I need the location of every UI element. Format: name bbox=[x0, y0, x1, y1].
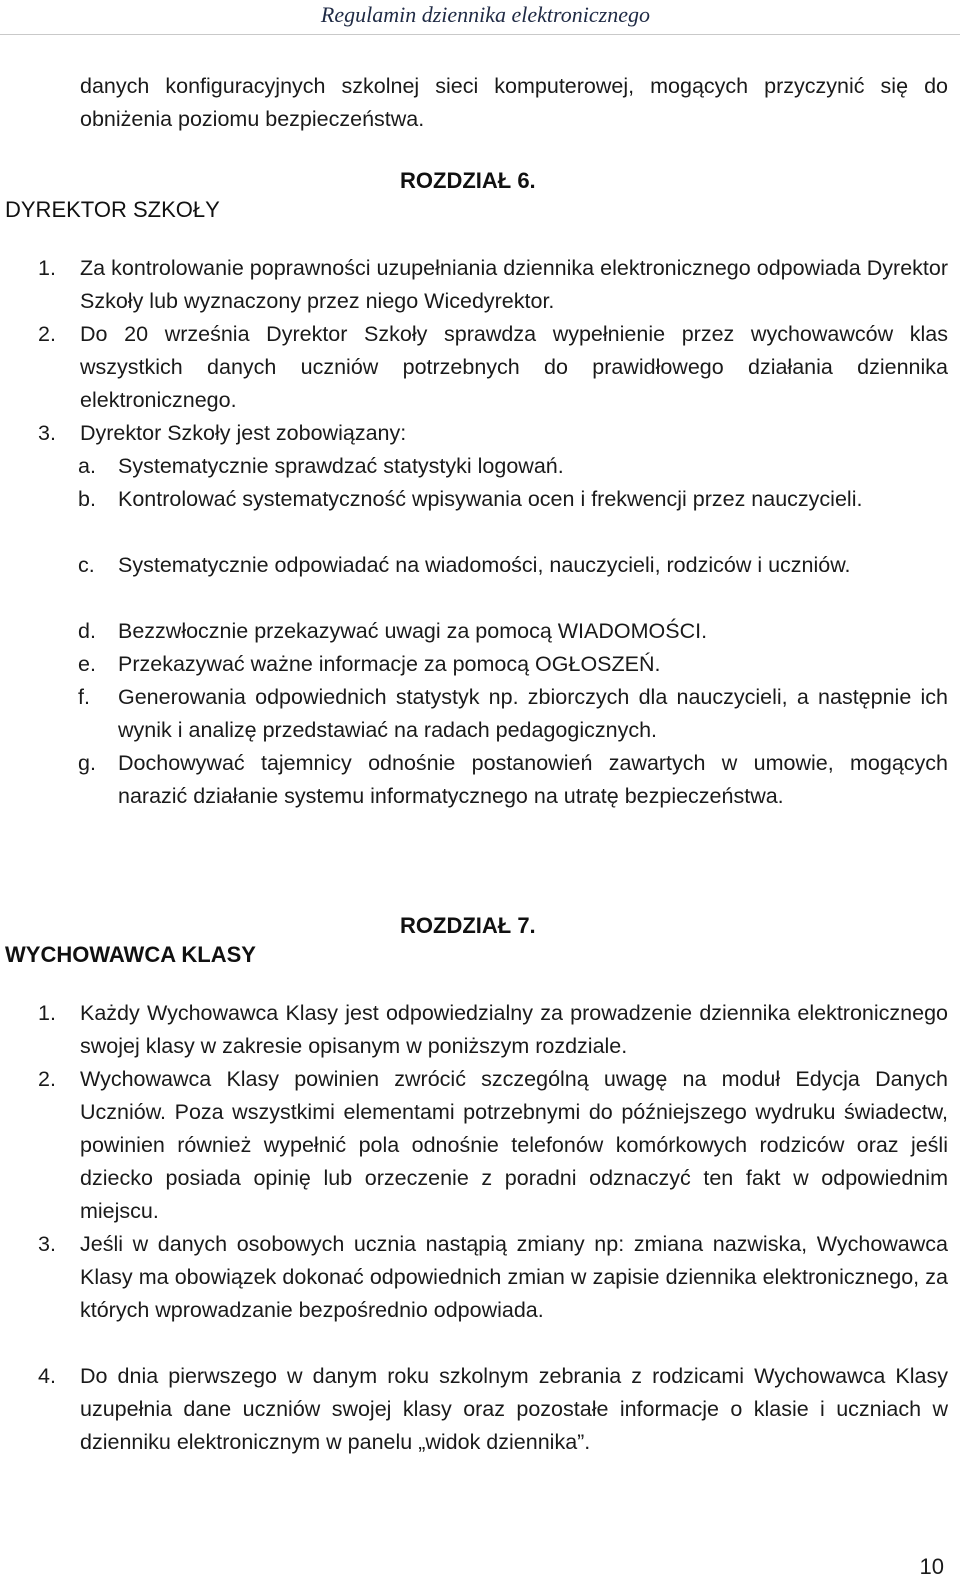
item-text: Jeśli w danych osobowych ucznia nastąpią zmiany np: zmiana nazwiska, Wychowawca Klasy ma obowiązek dokonać odpowiednich zmian w zapisie dziennika elektronicznego, za których wprowadzanie bezpośrednio odpowiada. bbox=[80, 1232, 948, 1322]
item-text: Dyrektor Szkoły jest zobowiązany: bbox=[80, 421, 407, 445]
intro-paragraph: danych konfiguracyjnych szkolnej sieci komputerowej, mogących przyczynić się do obniżenia poziomu bezpieczeństwa. bbox=[80, 74, 948, 131]
item-text: Za kontrolowanie poprawności uzupełniania dziennika elektronicznego odpowiada Dyrektor Szkoły lub wyznaczony przez niego Wicedyrektor. bbox=[80, 256, 948, 313]
subitem-text: Generowania odpowiednich statystyk np. zbiorczych dla nauczycieli, a następnie ich wynik i analizę przedstawiać na radach pedagogicznych. bbox=[118, 685, 948, 742]
item-text: Do dnia pierwszego w danym roku szkolnym zebrania z rodzicami Wychowawca Klasy uzupełnia dane uczniów swojej klasy oraz pozostałe informacje o klasie i uczniach w dzienniku elektronicznym w panelu „widok dziennika”. bbox=[80, 1364, 948, 1454]
subitem-letter: e. bbox=[78, 652, 96, 676]
item-number: 1. bbox=[38, 1001, 56, 1025]
subitem-text: Systematycznie sprawdzać statystyki logowań. bbox=[118, 454, 564, 478]
chapter7-title: WYCHOWAWCA KLASY bbox=[5, 942, 256, 967]
subitem-text: Przekazywać ważne informacje za pomocą OGŁOSZEŃ. bbox=[118, 652, 661, 676]
subitem-letter: a. bbox=[78, 454, 96, 478]
item-number: 3. bbox=[38, 1232, 56, 1256]
item-number: 3. bbox=[38, 421, 56, 445]
header-title: Regulamin dziennika elektronicznego bbox=[320, 2, 650, 27]
item-number: 4. bbox=[38, 1364, 56, 1388]
page-number: 10 bbox=[919, 1554, 944, 1579]
item-text: Każdy Wychowawca Klasy jest odpowiedzialny za prowadzenie dziennika elektronicznego swojej klasy w zakresie opisanym w poniższym rozdziale. bbox=[80, 1001, 948, 1058]
chapter6-title: DYREKTOR SZKOŁY bbox=[5, 197, 220, 222]
item-text: Wychowawca Klasy powinien zwrócić szczególną uwagę na moduł Edycja Danych Uczniów. Poza wszystkimi elementami potrzebnymi do późniejszego wydruku świadectw, powinien również wypełnić pola odnośnie telefonów komórkowych rodziców oraz jeśli dziecko posiada opinię lub orzeczenie z poradni odznaczyć ten fakt w odpowiednim miejscu. bbox=[80, 1067, 948, 1223]
subitem-letter: f. bbox=[78, 685, 90, 709]
page-header bbox=[0, 0, 960, 35]
subitem-letter: c. bbox=[78, 553, 95, 577]
item-number: 2. bbox=[38, 322, 56, 346]
item-number: 1. bbox=[38, 256, 56, 280]
subitem-letter: b. bbox=[78, 487, 96, 511]
subitem-text: Systematycznie odpowiadać na wiadomości, nauczycieli, rodziców i uczniów. bbox=[118, 553, 851, 577]
chapter6-label: ROZDZIAŁ 6. bbox=[400, 168, 536, 193]
item-number: 2. bbox=[38, 1067, 56, 1091]
item-text: Do 20 września Dyrektor Szkoły sprawdza wypełnienie przez wychowawców klas wszystkich danych uczniów potrzebnych do prawidłowego działania dziennika elektronicznego. bbox=[80, 322, 948, 412]
subitem-letter: d. bbox=[78, 619, 96, 643]
chapter7-label: ROZDZIAŁ 7. bbox=[400, 913, 536, 938]
subitem-text: Bezzwłocznie przekazywać uwagi za pomocą WIADOMOŚCI. bbox=[118, 619, 708, 643]
subitem-text: Dochowywać tajemnicy odnośnie postanowień zawartych w umowie, mogących narazić działanie systemu informatycznego na utratę bezpieczeństwa. bbox=[118, 751, 948, 808]
subitem-text: Kontrolować systematyczność wpisywania ocen i frekwencji przez nauczycieli. bbox=[118, 487, 863, 511]
subitem-letter: g. bbox=[78, 751, 96, 775]
